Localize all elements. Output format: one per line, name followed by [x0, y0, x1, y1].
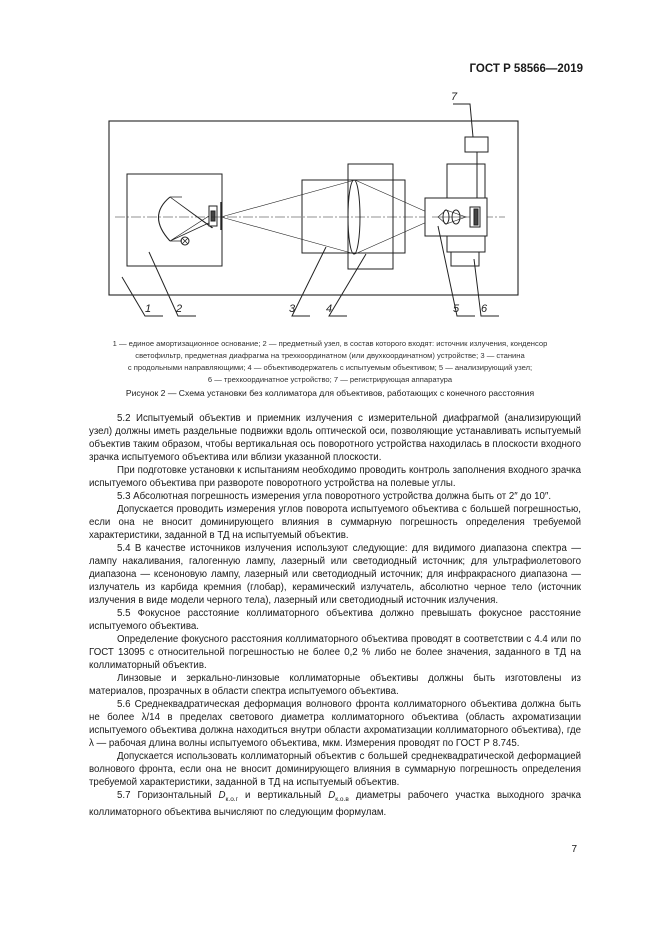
paragraph: 5.6 Среднеквадратическая деформация волнового фронта коллиматорного объектива должна быть не более λ/14 в пределах светового диаметра коллиматорного объектива (область ахроматизации испытуемого объектива должна находиться внутри области ахроматизации коллиматорного объектива), где λ — рабочая длина волны испытуемого объектива, мкм. Измерения проводят по ГОСТ Р 8.745. [89, 699, 581, 749]
callout-6: 6 [481, 303, 488, 315]
paragraph: 5.5 Фокусное расстояние коллиматорного объектива должно превышать фокусное расстояние испытуемого объектива. [89, 608, 581, 632]
callout-2: 2 [176, 303, 183, 315]
paragraph: Определение фокусного расстояния коллиматорного объектива проводят в соответствии с 4.4 или по ГОСТ 13095 с относительной погрешностью не более 0,2 % либо не более значения, заданного в ТД на коллиматорный объектив. [89, 634, 581, 671]
figure-legend [84, 338, 576, 386]
paragraph-5-7: 5.7 Горизонтальный $D_{к.о.г}$ и вертикальный $D_{к.о.в}$ диаметры рабочего участка выходного зрачка коллиматорного объектива вычисляют по следующим формулам. [89, 790, 581, 818]
paragraph: Допускается использовать коллиматорный объектив с большей среднеквадратической деформацией волнового фронта, если она не вносит доминирующего влияния в суммарную погрешность определения требуемой характеристики, заданной в ТД на испытуемый объектив. [89, 751, 581, 788]
callout-5: 5 [453, 303, 460, 315]
legend-line: 1 — единое амортизационное основание; 2 — предметный узел, в состав которого входят: источник излучения, конденсор [112, 339, 548, 348]
document-body [89, 412, 581, 819]
legend-line: светофильтр, предметная диафрагма на трехкоординатном (или двухкоординатном) устройстве; 3 — станина [135, 351, 525, 360]
callout-4: 4 [326, 303, 333, 315]
setup-schematic-figure [0, 0, 661, 335]
paragraph: 5.4 В качестве источников излучения используют следующие: для видимого диапазона спектра — лампу накаливания, галогенную лампу, лазерный или светодиодный источник; для ультрафиолетового диапазона — ксеноновую лампу, лазерный или светодиодный источник; для инфракрасного диапазона — излучатель из карбида кремния (глобар), керамический излучатель, абсолютно черное тело (источник излучения в виде модели черного тела), лазерный или светодиодный источник излучения. [89, 543, 581, 606]
callout-3: 3 [289, 303, 296, 315]
page-number: 7 [571, 844, 577, 855]
condenser-mirror [159, 197, 171, 241]
paragraph: Линзовые и зеркально-линзовые коллиматорные объективы должны быть изготовлены из материалов, прозрачных в области спектра испытуемого объектива. [89, 673, 581, 697]
callout-1: 1 [145, 303, 152, 315]
callout-7: 7 [451, 91, 458, 103]
paragraph: 5.3 Абсолютная погрешность измерения угла поворотного устройства должна быть от 2″ до 10″. [117, 491, 552, 502]
object-unit-box [127, 174, 222, 266]
legend-line: 6 — трехкоординатное устройство; 7 — регистрирующая аппаратура [207, 375, 453, 384]
paragraph: 5.2 Испытуемый объектив и приемник излучения с измерительной диафрагмой (анализирующий узел) должны иметь раздельные подвижки вдоль оптической оси, позволяющие устанавливать испытуемый объектив таким образом, чтобы вертикальная ось поворотного устройства находилась в плоскости входного зрачка испытуемого объектива или вблизи указанной плоскости. [89, 413, 581, 463]
stand-box [302, 180, 405, 253]
paragraph: При подготовке установки к испытаниям необходимо проводить контроль заполнения входного зрачка испытуемого объектива при развороте поворотного устройства на полевые углы. [89, 465, 581, 489]
figure-caption: Рисунок 2 — Схема установки без коллиматора для объективов, работающих с конечного расстояния [125, 388, 535, 398]
recording-equipment [465, 137, 488, 152]
paragraph: Допускается проводить измерения углов поворота испытуемого объектива с большей погрешностью, если она не вносит доминирующего влияния в суммарную погрешность определения требуемой характеристики, заданной в ТД на испытуемый объектив. [89, 504, 581, 541]
standard-designation: ГОСТ Р 58566—2019 [469, 63, 583, 75]
legend-line: с продольными направляющими; 4 — объективодержатель с испытуемым объективом; 5 — анализирующий узел; [127, 363, 533, 372]
